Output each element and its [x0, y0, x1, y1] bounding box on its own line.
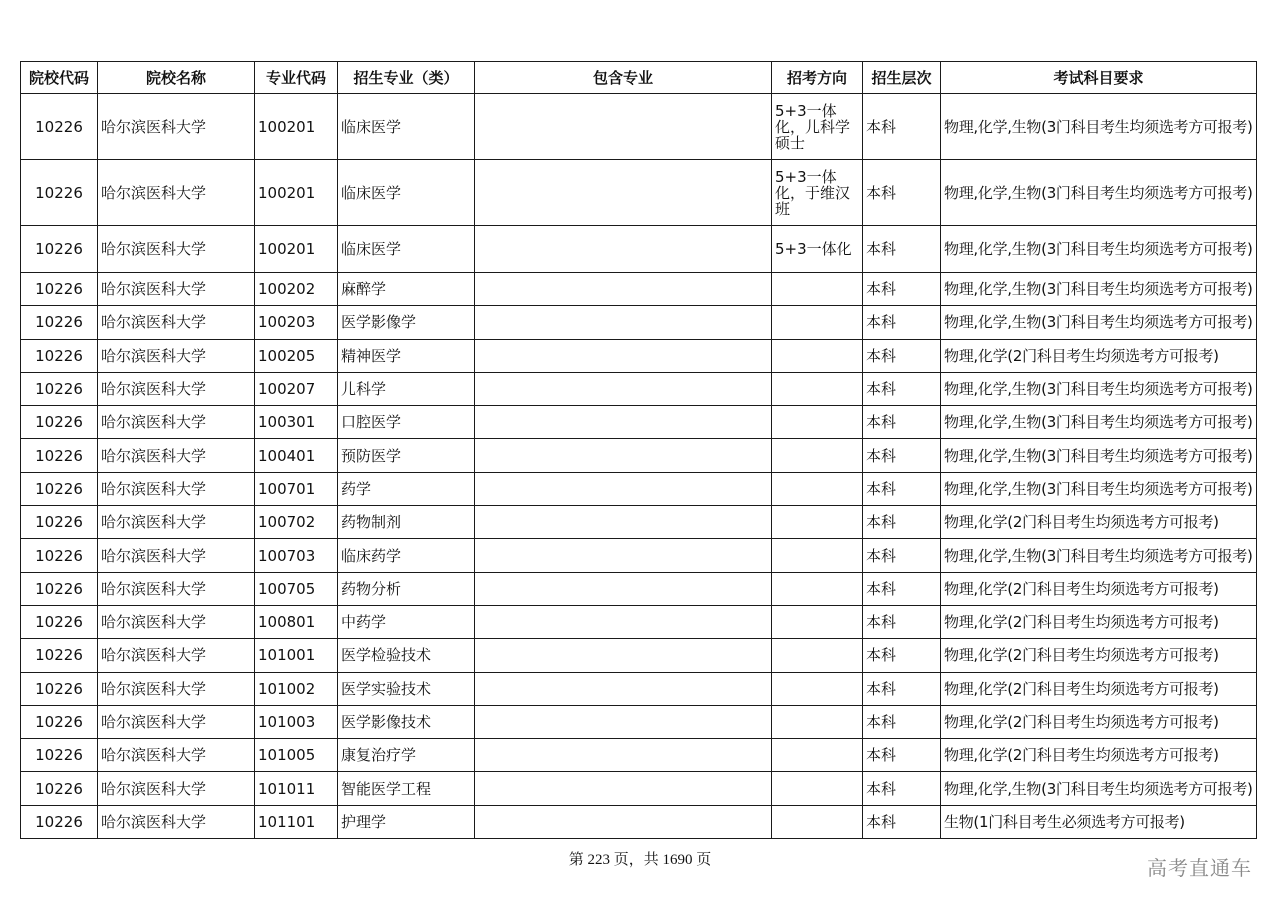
table-body — [21, 94, 1257, 839]
level-cell: 本科 — [863, 94, 941, 160]
level-cell: 本科 — [863, 339, 941, 372]
subject-requirements-cell: 物理,化学,生物(3门科目考生均须选考方可报考) — [941, 94, 1257, 160]
direction-cell — [772, 805, 863, 838]
subject-requirements-cell: 物理,化学,生物(3门科目考生均须选考方可报考) — [941, 273, 1257, 306]
school-name-cell: 哈尔滨医科大学 — [98, 472, 255, 505]
subject-requirements-cell: 物理,化学(2门科目考生均须选考方可报考) — [941, 739, 1257, 772]
major-code-cell: 100201 — [255, 94, 338, 160]
header-level: 招生层次 — [863, 62, 941, 94]
major-name-cell: 医学影像技术 — [338, 705, 475, 738]
subject-requirements-cell: 物理,化学(2门科目考生均须选考方可报考) — [941, 572, 1257, 605]
major-code-cell: 100201 — [255, 160, 338, 226]
header-included-majors: 包含专业 — [475, 62, 772, 94]
school-name-cell: 哈尔滨医科大学 — [98, 160, 255, 226]
direction-cell — [772, 372, 863, 405]
table-row — [21, 406, 1257, 439]
school-name-cell: 哈尔滨医科大学 — [98, 805, 255, 838]
major-code-cell: 100207 — [255, 372, 338, 405]
table-row — [21, 705, 1257, 738]
included-majors-cell — [475, 672, 772, 705]
school-code-cell: 10226 — [21, 160, 98, 226]
major-name-cell: 药学 — [338, 472, 475, 505]
subject-requirements-cell: 物理,化学,生物(3门科目考生均须选考方可报考) — [941, 406, 1257, 439]
school-name-cell: 哈尔滨医科大学 — [98, 539, 255, 572]
included-majors-cell — [475, 372, 772, 405]
table-row — [21, 339, 1257, 372]
school-code-cell: 10226 — [21, 805, 98, 838]
direction-cell — [772, 705, 863, 738]
major-name-cell: 儿科学 — [338, 372, 475, 405]
included-majors-cell — [475, 339, 772, 372]
table-row — [21, 439, 1257, 472]
major-code-cell: 101005 — [255, 739, 338, 772]
direction-cell — [772, 672, 863, 705]
level-cell: 本科 — [863, 306, 941, 339]
major-name-cell: 麻醉学 — [338, 273, 475, 306]
school-code-cell: 10226 — [21, 306, 98, 339]
included-majors-cell — [475, 273, 772, 306]
major-name-cell: 临床医学 — [338, 160, 475, 226]
included-majors-cell — [475, 605, 772, 638]
table-row — [21, 273, 1257, 306]
school-name-cell: 哈尔滨医科大学 — [98, 605, 255, 638]
subject-requirements-cell: 物理,化学(2门科目考生均须选考方可报考) — [941, 339, 1257, 372]
major-code-cell: 100401 — [255, 439, 338, 472]
direction-cell — [772, 439, 863, 472]
school-code-cell: 10226 — [21, 739, 98, 772]
included-majors-cell — [475, 705, 772, 738]
direction-cell — [772, 772, 863, 805]
school-name-cell: 哈尔滨医科大学 — [98, 339, 255, 372]
header-subject-requirements: 考试科目要求 — [941, 62, 1257, 94]
major-name-cell: 预防医学 — [338, 439, 475, 472]
major-code-cell: 101003 — [255, 705, 338, 738]
included-majors-cell — [475, 306, 772, 339]
major-name-cell: 康复治疗学 — [338, 739, 475, 772]
school-name-cell: 哈尔滨医科大学 — [98, 406, 255, 439]
level-cell: 本科 — [863, 372, 941, 405]
table-row — [21, 472, 1257, 505]
header-school-code: 院校代码 — [21, 62, 98, 94]
direction-cell — [772, 306, 863, 339]
direction-cell — [772, 506, 863, 539]
direction-cell — [772, 572, 863, 605]
subject-requirements-cell: 物理,化学,生物(3门科目考生均须选考方可报考) — [941, 439, 1257, 472]
table-row — [21, 605, 1257, 638]
table-row — [21, 94, 1257, 160]
included-majors-cell — [475, 472, 772, 505]
header-major-category: 招生专业（类） — [338, 62, 475, 94]
table-row — [21, 372, 1257, 405]
school-name-cell: 哈尔滨医科大学 — [98, 739, 255, 772]
major-name-cell: 药物分析 — [338, 572, 475, 605]
school-code-cell: 10226 — [21, 439, 98, 472]
school-name-cell: 哈尔滨医科大学 — [98, 705, 255, 738]
school-code-cell: 10226 — [21, 539, 98, 572]
page-number: 第 223 页，共 1690 页 — [568, 852, 712, 868]
school-code-cell: 10226 — [21, 372, 98, 405]
major-code-cell: 100202 — [255, 273, 338, 306]
direction-cell: 5+3一体化，儿科学硕士 — [772, 94, 863, 160]
major-name-cell: 智能医学工程 — [338, 772, 475, 805]
level-cell: 本科 — [863, 506, 941, 539]
direction-cell — [772, 273, 863, 306]
school-code-cell: 10226 — [21, 506, 98, 539]
level-cell: 本科 — [863, 639, 941, 672]
table-row — [21, 572, 1257, 605]
table-row — [21, 639, 1257, 672]
school-code-cell: 10226 — [21, 672, 98, 705]
level-cell: 本科 — [863, 273, 941, 306]
included-majors-cell — [475, 439, 772, 472]
level-cell: 本科 — [863, 572, 941, 605]
included-majors-cell — [475, 539, 772, 572]
table-row — [21, 306, 1257, 339]
table-row — [21, 226, 1257, 273]
subject-requirements-cell: 物理,化学,生物(3门科目考生均须选考方可报考) — [941, 472, 1257, 505]
major-name-cell: 临床医学 — [338, 94, 475, 160]
major-code-cell: 101001 — [255, 639, 338, 672]
major-code-cell: 100301 — [255, 406, 338, 439]
school-code-cell: 10226 — [21, 772, 98, 805]
school-code-cell: 10226 — [21, 273, 98, 306]
level-cell: 本科 — [863, 439, 941, 472]
major-code-cell: 100702 — [255, 506, 338, 539]
major-name-cell: 医学检验技术 — [338, 639, 475, 672]
major-code-cell: 100203 — [255, 306, 338, 339]
direction-cell — [772, 406, 863, 439]
level-cell: 本科 — [863, 739, 941, 772]
school-name-cell: 哈尔滨医科大学 — [98, 672, 255, 705]
major-code-cell: 101101 — [255, 805, 338, 838]
level-cell: 本科 — [863, 772, 941, 805]
school-name-cell: 哈尔滨医科大学 — [98, 372, 255, 405]
school-code-cell: 10226 — [21, 639, 98, 672]
included-majors-cell — [475, 160, 772, 226]
major-name-cell: 精神医学 — [338, 339, 475, 372]
major-name-cell: 临床医学 — [338, 226, 475, 273]
school-code-cell: 10226 — [21, 226, 98, 273]
subject-requirements-cell: 物理,化学(2门科目考生均须选考方可报考) — [941, 672, 1257, 705]
level-cell: 本科 — [863, 539, 941, 572]
school-name-cell: 哈尔滨医科大学 — [98, 439, 255, 472]
subject-requirements-cell: 物理,化学(2门科目考生均须选考方可报考) — [941, 705, 1257, 738]
included-majors-cell — [475, 226, 772, 273]
table-row — [21, 506, 1257, 539]
school-name-cell: 哈尔滨医科大学 — [98, 94, 255, 160]
table-row — [21, 805, 1257, 838]
table-row — [21, 772, 1257, 805]
major-code-cell: 100201 — [255, 226, 338, 273]
watermark-logo: 高考直通车 — [1147, 856, 1252, 880]
table-row — [21, 672, 1257, 705]
admission-table — [20, 61, 1257, 839]
school-code-cell: 10226 — [21, 472, 98, 505]
level-cell: 本科 — [863, 705, 941, 738]
major-name-cell: 口腔医学 — [338, 406, 475, 439]
direction-cell: 5+3一体化 — [772, 226, 863, 273]
major-name-cell: 临床药学 — [338, 539, 475, 572]
subject-requirements-cell: 物理,化学,生物(3门科目考生均须选考方可报考) — [941, 772, 1257, 805]
included-majors-cell — [475, 805, 772, 838]
subject-requirements-cell: 生物(1门科目考生必须选考方可报考) — [941, 805, 1257, 838]
school-code-cell: 10226 — [21, 339, 98, 372]
school-code-cell: 10226 — [21, 94, 98, 160]
school-name-cell: 哈尔滨医科大学 — [98, 772, 255, 805]
major-code-cell: 100205 — [255, 339, 338, 372]
major-code-cell: 101002 — [255, 672, 338, 705]
level-cell: 本科 — [863, 406, 941, 439]
school-name-cell: 哈尔滨医科大学 — [98, 639, 255, 672]
level-cell: 本科 — [863, 605, 941, 638]
school-code-cell: 10226 — [21, 406, 98, 439]
table-row — [21, 539, 1257, 572]
school-name-cell: 哈尔滨医科大学 — [98, 506, 255, 539]
level-cell: 本科 — [863, 472, 941, 505]
direction-cell: 5+3一体化，于维汉班 — [772, 160, 863, 226]
subject-requirements-cell: 物理,化学,生物(3门科目考生均须选考方可报考) — [941, 539, 1257, 572]
major-code-cell: 100701 — [255, 472, 338, 505]
direction-cell — [772, 639, 863, 672]
school-name-cell: 哈尔滨医科大学 — [98, 306, 255, 339]
included-majors-cell — [475, 406, 772, 439]
major-name-cell: 医学实验技术 — [338, 672, 475, 705]
direction-cell — [772, 339, 863, 372]
header-major-code: 专业代码 — [255, 62, 338, 94]
school-code-cell: 10226 — [21, 705, 98, 738]
school-code-cell: 10226 — [21, 572, 98, 605]
header-school-name: 院校名称 — [98, 62, 255, 94]
included-majors-cell — [475, 772, 772, 805]
major-name-cell: 中药学 — [338, 605, 475, 638]
school-code-cell: 10226 — [21, 605, 98, 638]
level-cell: 本科 — [863, 160, 941, 226]
included-majors-cell — [475, 639, 772, 672]
header-direction: 招考方向 — [772, 62, 863, 94]
school-name-cell: 哈尔滨医科大学 — [98, 273, 255, 306]
included-majors-cell — [475, 739, 772, 772]
included-majors-cell — [475, 94, 772, 160]
level-cell: 本科 — [863, 226, 941, 273]
major-code-cell: 101011 — [255, 772, 338, 805]
major-name-cell: 护理学 — [338, 805, 475, 838]
subject-requirements-cell: 物理,化学,生物(3门科目考生均须选考方可报考) — [941, 306, 1257, 339]
major-code-cell: 100801 — [255, 605, 338, 638]
direction-cell — [772, 605, 863, 638]
subject-requirements-cell: 物理,化学(2门科目考生均须选考方可报考) — [941, 605, 1257, 638]
level-cell: 本科 — [863, 672, 941, 705]
included-majors-cell — [475, 506, 772, 539]
level-cell: 本科 — [863, 805, 941, 838]
direction-cell — [772, 739, 863, 772]
major-name-cell: 药物制剂 — [338, 506, 475, 539]
table-row — [21, 160, 1257, 226]
subject-requirements-cell: 物理,化学,生物(3门科目考生均须选考方可报考) — [941, 160, 1257, 226]
school-name-cell: 哈尔滨医科大学 — [98, 226, 255, 273]
subject-requirements-cell: 物理,化学(2门科目考生均须选考方可报考) — [941, 506, 1257, 539]
direction-cell — [772, 539, 863, 572]
subject-requirements-cell: 物理,化学,生物(3门科目考生均须选考方可报考) — [941, 372, 1257, 405]
subject-requirements-cell: 物理,化学,生物(3门科目考生均须选考方可报考) — [941, 226, 1257, 273]
direction-cell — [772, 472, 863, 505]
subject-requirements-cell: 物理,化学(2门科目考生均须选考方可报考) — [941, 639, 1257, 672]
table-row — [21, 739, 1257, 772]
table-header-row — [21, 62, 1257, 94]
major-name-cell: 医学影像学 — [338, 306, 475, 339]
school-name-cell: 哈尔滨医科大学 — [98, 572, 255, 605]
included-majors-cell — [475, 572, 772, 605]
major-code-cell: 100705 — [255, 572, 338, 605]
major-code-cell: 100703 — [255, 539, 338, 572]
